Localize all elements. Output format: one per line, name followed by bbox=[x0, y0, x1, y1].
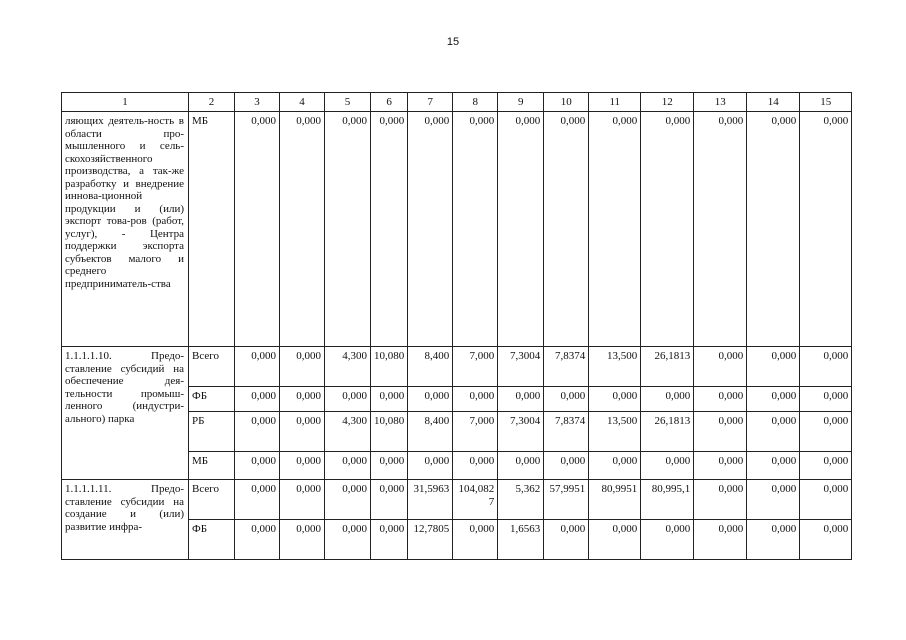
funding-source: МБ bbox=[189, 112, 235, 347]
header-cell: 13 bbox=[694, 93, 747, 112]
value-cell: 0,000 bbox=[589, 387, 641, 412]
value-cell: 13,500 bbox=[589, 412, 641, 452]
value-cell: 0,000 bbox=[371, 480, 408, 520]
value-cell: 10,080 bbox=[371, 412, 408, 452]
value-cell: 0,000 bbox=[325, 387, 371, 412]
value-cell: 0,000 bbox=[800, 387, 852, 412]
value-cell: 5,362 bbox=[498, 480, 544, 520]
value-cell: 0,000 bbox=[408, 112, 453, 347]
value-cell: 0,000 bbox=[325, 520, 371, 560]
value-cell: 0,000 bbox=[235, 520, 280, 560]
value-cell: 0,000 bbox=[641, 387, 694, 412]
value-cell: 0,000 bbox=[453, 452, 498, 480]
value-cell: 104,0827 bbox=[453, 480, 498, 520]
value-cell: 0,000 bbox=[694, 480, 747, 520]
value-cell: 0,000 bbox=[747, 412, 800, 452]
value-cell: 0,000 bbox=[280, 520, 325, 560]
value-cell: 0,000 bbox=[371, 452, 408, 480]
table-row bbox=[62, 112, 852, 347]
value-cell: 26,1813 bbox=[641, 347, 694, 387]
table-row bbox=[62, 347, 852, 387]
value-cell: 12,7805 bbox=[408, 520, 453, 560]
value-cell: 0,000 bbox=[694, 520, 747, 560]
row-description: ляющих деятель-ность в области про-мышленного и сель-скохозяйственного производства, а так-же разработку и внедрение иннова-ционной продукции и (или) экспорт това-ров (работ, услуг), - Центра поддержки экспорта субъектов малого и среднего предприниматель-ства bbox=[62, 112, 189, 347]
value-cell: 0,000 bbox=[453, 520, 498, 560]
value-cell: 0,000 bbox=[371, 387, 408, 412]
value-cell: 4,300 bbox=[325, 412, 371, 452]
value-cell: 0,000 bbox=[235, 452, 280, 480]
value-cell: 0,000 bbox=[800, 520, 852, 560]
value-cell: 0,000 bbox=[800, 452, 852, 480]
value-cell: 0,000 bbox=[747, 452, 800, 480]
value-cell: 0,000 bbox=[371, 112, 408, 347]
value-cell: 0,000 bbox=[800, 480, 852, 520]
value-cell: 0,000 bbox=[747, 347, 800, 387]
funding-source: ФБ bbox=[189, 520, 235, 560]
value-cell: 0,000 bbox=[498, 112, 544, 347]
header-cell: 12 bbox=[641, 93, 694, 112]
header-cell: 3 bbox=[235, 93, 280, 112]
header-cell: 14 bbox=[747, 93, 800, 112]
value-cell: 0,000 bbox=[641, 452, 694, 480]
value-cell: 0,000 bbox=[694, 112, 747, 347]
value-cell: 0,000 bbox=[694, 412, 747, 452]
value-cell: 0,000 bbox=[235, 387, 280, 412]
header-cell: 15 bbox=[800, 93, 852, 112]
value-cell: 0,000 bbox=[371, 520, 408, 560]
value-cell: 7,8374 bbox=[544, 412, 589, 452]
value-cell: 7,3004 bbox=[498, 347, 544, 387]
table-row bbox=[62, 480, 852, 520]
value-cell: 0,000 bbox=[498, 387, 544, 412]
value-cell: 0,000 bbox=[747, 387, 800, 412]
value-cell: 0,000 bbox=[235, 112, 280, 347]
value-cell: 0,000 bbox=[408, 387, 453, 412]
funding-source: Всего bbox=[189, 480, 235, 520]
header-row bbox=[62, 93, 852, 112]
value-cell: 0,000 bbox=[280, 347, 325, 387]
value-cell: 13,500 bbox=[589, 347, 641, 387]
value-cell: 0,000 bbox=[280, 452, 325, 480]
value-cell: 0,000 bbox=[325, 480, 371, 520]
value-cell: 0,000 bbox=[747, 112, 800, 347]
value-cell: 0,000 bbox=[280, 112, 325, 347]
header-cell: 2 bbox=[189, 93, 235, 112]
value-cell: 0,000 bbox=[641, 520, 694, 560]
budget-table bbox=[61, 92, 852, 560]
value-cell: 0,000 bbox=[235, 480, 280, 520]
header-cell: 11 bbox=[589, 93, 641, 112]
value-cell: 0,000 bbox=[544, 452, 589, 480]
value-cell: 8,400 bbox=[408, 347, 453, 387]
header-cell: 5 bbox=[325, 93, 371, 112]
row-description: 1.1.1.1.10. Предо-ставление субсидий на обеспечение дея-тельности промыш-ленного (индустри-ального) парка bbox=[62, 347, 189, 480]
value-cell: 80,9951 bbox=[589, 480, 641, 520]
value-cell: 80,995,1 bbox=[641, 480, 694, 520]
value-cell: 0,000 bbox=[694, 387, 747, 412]
value-cell: 57,9951 bbox=[544, 480, 589, 520]
value-cell: 0,000 bbox=[544, 112, 589, 347]
value-cell: 0,000 bbox=[589, 520, 641, 560]
value-cell: 0,000 bbox=[408, 452, 453, 480]
page-number: 15 bbox=[446, 36, 460, 48]
value-cell: 0,000 bbox=[453, 387, 498, 412]
value-cell: 4,300 bbox=[325, 347, 371, 387]
value-cell: 7,000 bbox=[453, 347, 498, 387]
header-cell: 1 bbox=[62, 93, 189, 112]
value-cell: 0,000 bbox=[694, 452, 747, 480]
funding-source: ФБ bbox=[189, 387, 235, 412]
funding-source: МБ bbox=[189, 452, 235, 480]
value-cell: 0,000 bbox=[747, 480, 800, 520]
value-cell: 0,000 bbox=[800, 412, 852, 452]
value-cell: 0,000 bbox=[325, 452, 371, 480]
value-cell: 0,000 bbox=[589, 452, 641, 480]
header-cell: 4 bbox=[280, 93, 325, 112]
row-description: 1.1.1.1.11. Предо-ставление субсидии на создание и (или) развитие инфра- bbox=[62, 480, 189, 560]
value-cell: 0,000 bbox=[694, 347, 747, 387]
value-cell: 0,000 bbox=[589, 112, 641, 347]
value-cell: 7,8374 bbox=[544, 347, 589, 387]
value-cell: 7,000 bbox=[453, 412, 498, 452]
value-cell: 0,000 bbox=[280, 480, 325, 520]
funding-source: Всего bbox=[189, 347, 235, 387]
header-cell: 10 bbox=[544, 93, 589, 112]
header-cell: 9 bbox=[498, 93, 544, 112]
value-cell: 0,000 bbox=[544, 520, 589, 560]
value-cell: 0,000 bbox=[235, 347, 280, 387]
header-cell: 7 bbox=[408, 93, 453, 112]
header-cell: 8 bbox=[453, 93, 498, 112]
header-cell: 6 bbox=[371, 93, 408, 112]
value-cell: 8,400 bbox=[408, 412, 453, 452]
value-cell: 0,000 bbox=[453, 112, 498, 347]
value-cell: 0,000 bbox=[800, 112, 852, 347]
value-cell: 0,000 bbox=[325, 112, 371, 347]
value-cell: 0,000 bbox=[544, 387, 589, 412]
value-cell: 10,080 bbox=[371, 347, 408, 387]
value-cell: 26,1813 bbox=[641, 412, 694, 452]
value-cell: 7,3004 bbox=[498, 412, 544, 452]
value-cell: 31,5963 bbox=[408, 480, 453, 520]
value-cell: 0,000 bbox=[747, 520, 800, 560]
value-cell: 0,000 bbox=[235, 412, 280, 452]
value-cell: 0,000 bbox=[498, 452, 544, 480]
value-cell: 0,000 bbox=[280, 412, 325, 452]
value-cell: 1,6563 bbox=[498, 520, 544, 560]
value-cell: 0,000 bbox=[800, 347, 852, 387]
value-cell: 0,000 bbox=[280, 387, 325, 412]
value-cell: 0,000 bbox=[641, 112, 694, 347]
funding-source: РБ bbox=[189, 412, 235, 452]
